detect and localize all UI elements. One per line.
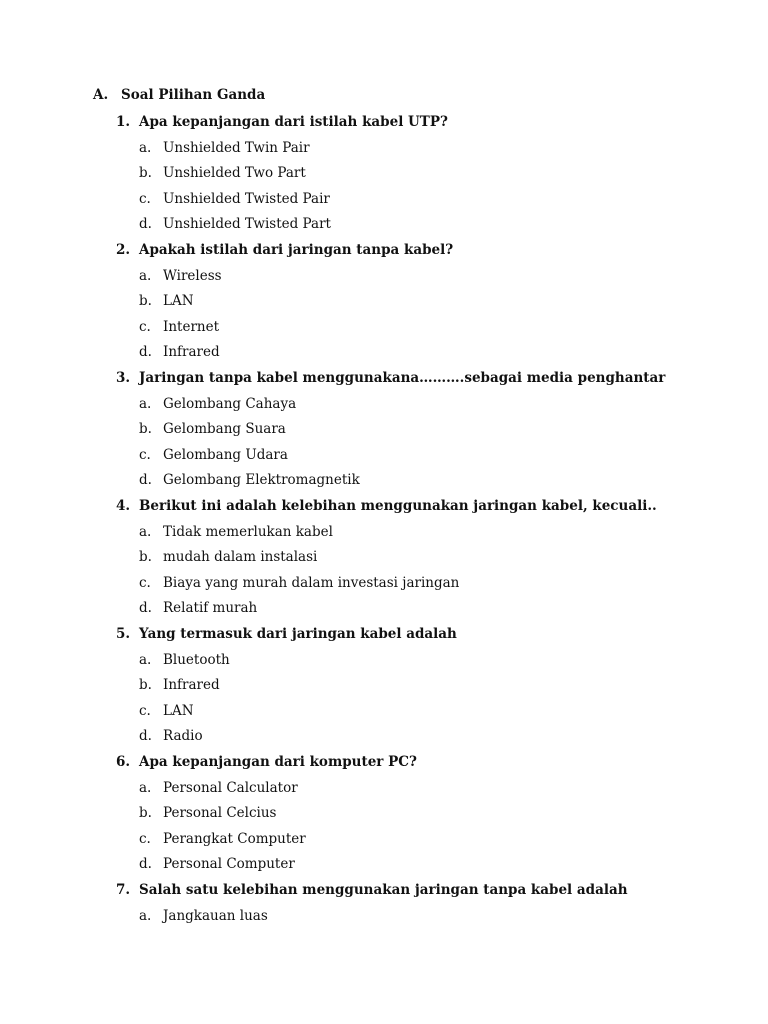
option-text: Personal Celcius <box>163 805 277 822</box>
option-text: Unshielded Twin Pair <box>163 139 310 156</box>
option-5-d <box>139 726 203 746</box>
section-title: Soal Pilihan Ganda <box>121 87 266 103</box>
question-7 <box>116 880 628 900</box>
option-2-d <box>139 342 220 362</box>
option-1-b <box>139 163 306 183</box>
option-text: Bluetooth <box>163 651 230 668</box>
option-4-b <box>139 547 317 567</box>
option-letter: b. <box>139 677 152 694</box>
option-1-a <box>139 138 310 158</box>
option-letter: c. <box>139 190 151 207</box>
question-text: Apakah istilah dari jaringan tanpa kabel? <box>139 242 454 258</box>
question-number: 5. <box>116 626 131 642</box>
option-letter: c. <box>139 318 151 335</box>
option-text: Gelombang Elektromagnetik <box>163 472 360 489</box>
option-letter: d. <box>139 600 152 617</box>
option-text: Wireless <box>163 267 222 284</box>
option-letter: a. <box>139 523 152 540</box>
option-letter: a. <box>139 779 152 796</box>
option-6-a <box>139 778 298 798</box>
question-6 <box>116 752 417 772</box>
option-text: LAN <box>163 293 194 310</box>
option-4-a <box>139 522 333 542</box>
option-letter: b. <box>139 805 152 822</box>
question-2 <box>116 240 453 260</box>
question-number: 3. <box>116 370 131 386</box>
option-text: Personal Computer <box>163 856 295 873</box>
option-letter: c. <box>139 446 151 463</box>
option-letter: d. <box>139 728 152 745</box>
option-3-c <box>139 445 288 465</box>
option-letter: a. <box>139 139 152 156</box>
question-text: Yang termasuk dari jaringan kabel adalah <box>139 626 457 642</box>
option-4-d <box>139 598 257 618</box>
option-text: Infrared <box>163 677 220 694</box>
option-7-a <box>139 906 268 926</box>
option-6-b <box>139 803 276 823</box>
option-2-c <box>139 317 219 337</box>
option-letter: b. <box>139 549 152 566</box>
option-letter: a. <box>139 651 152 668</box>
question-number: 1. <box>116 114 131 130</box>
option-text: Unshielded Two Part <box>163 165 306 182</box>
option-letter: b. <box>139 165 152 182</box>
option-text: Personal Calculator <box>163 779 298 796</box>
question-5 <box>116 624 457 644</box>
option-text: Infrared <box>163 344 220 361</box>
option-5-c <box>139 701 194 721</box>
option-text: Unshielded Twisted Pair <box>163 190 330 207</box>
option-letter: d. <box>139 472 152 489</box>
option-letter: a. <box>139 907 152 924</box>
option-2-a <box>139 266 222 286</box>
option-text: Radio <box>163 728 203 745</box>
option-2-b <box>139 291 194 311</box>
option-text: Internet <box>163 318 220 335</box>
option-letter: c. <box>139 702 151 719</box>
question-4 <box>116 496 657 516</box>
option-5-b <box>139 675 220 695</box>
option-6-c <box>139 829 306 849</box>
question-text: Apa kepanjangan dari istilah kabel UTP? <box>139 114 448 130</box>
option-letter: d. <box>139 856 152 873</box>
option-text: mudah dalam instalasi <box>163 549 318 566</box>
question-text: Berikut ini adalah kelebihan menggunakan jaringan kabel, kecuali.. <box>139 498 657 514</box>
option-letter: c. <box>139 830 151 847</box>
option-text: Gelombang Udara <box>163 446 288 463</box>
question-text: Salah satu kelebihan menggunakan jaringan tanpa kabel adalah <box>139 882 628 898</box>
option-letter: a. <box>139 395 152 412</box>
option-text: Tidak memerlukan kabel <box>163 523 333 540</box>
question-number: 6. <box>116 754 131 770</box>
option-text: Biaya yang murah dalam investasi jaringan <box>163 574 460 591</box>
option-text: Gelombang Suara <box>163 421 286 438</box>
question-number: 2. <box>116 242 131 258</box>
question-text: Jaringan tanpa kabel menggunakana……….sebagai media penghantar <box>139 370 666 386</box>
option-letter: b. <box>139 293 152 310</box>
question-1 <box>116 112 448 132</box>
option-letter: b. <box>139 421 152 438</box>
option-text: Relatif murah <box>163 600 258 617</box>
option-text: Gelombang Cahaya <box>163 395 297 412</box>
question-number: 4. <box>116 498 131 514</box>
option-5-a <box>139 650 230 670</box>
option-letter: d. <box>139 344 152 361</box>
option-letter: a. <box>139 267 152 284</box>
option-letter: d. <box>139 216 152 233</box>
option-text: Perangkat Computer <box>163 830 306 847</box>
option-6-d <box>139 854 295 874</box>
option-text: Unshielded Twisted Part <box>163 216 331 233</box>
option-4-c <box>139 573 459 593</box>
option-3-a <box>139 394 296 414</box>
question-text: Apa kepanjangan dari komputer PC? <box>139 754 417 770</box>
question-3 <box>116 368 665 388</box>
option-letter: c. <box>139 574 151 591</box>
option-1-d <box>139 214 331 234</box>
question-number: 7. <box>116 882 131 898</box>
option-3-d <box>139 470 360 490</box>
option-1-c <box>139 189 330 209</box>
section-heading <box>93 87 265 103</box>
option-text: Jangkauan luas <box>163 907 268 924</box>
option-3-b <box>139 419 286 439</box>
option-text: LAN <box>163 702 194 719</box>
section-letter: A. <box>93 87 109 103</box>
